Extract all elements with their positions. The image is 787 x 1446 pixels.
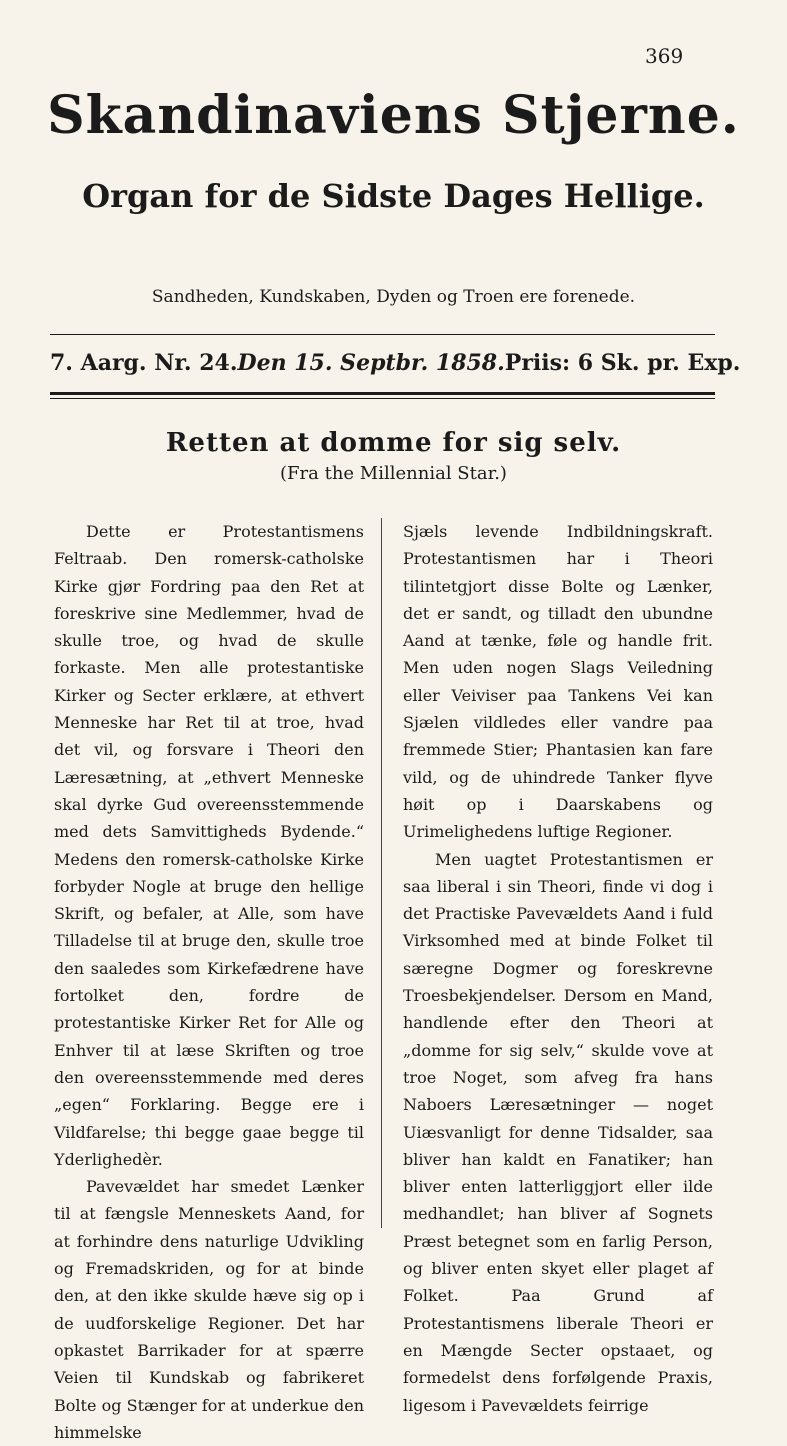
bottom-rule-thin bbox=[50, 398, 715, 399]
page-number: 369 bbox=[645, 44, 684, 68]
paragraph: Dette er Protestantismens Feltraab. Den romersk-catholske Kirke gjør Fordring paa den Ret at foreskrive sine Medlemmer, hvad de skulle troe, og hvad de skulle forkaste. Men alle protestantiske Kirker og Secter erklære, at ethvert Menneske har Ret til at troe, hvad det vil, og forsvare i Theori den Læresætning, at „ethvert Menneske skal dyrke Gud overeensstemmende med dets Samvittigheds Bydende.“ Medens den romersk-catholske Kirke forbyder Nogle at bruge den hellige Skrift, og befaler, at Alle, som have Tilladelse til at bruge den, skulle troe den saaledes som Kirkefædrene have fortolket den, fordre de protestantiske Kirker Ret for Alle og Enhver til at læse Skriften og troe den overeensstemmende med deres „egen“ Forklaring. Begge ere i Vildfarelse; thi begge gaae begge til Yderlighedèr. bbox=[54, 522, 364, 1169]
article-source: (Fra the Millennial Star.) bbox=[280, 463, 507, 484]
paragraph: Sjæls levende Indbildningskraft. Protestantismen har i Theori tilintetgjort disse Bolte og Lænker, det er sandt, og tilladt den ubundne Aand at tænke, føle og handle frit. Men uden nogen Slags Veiledning eller Veiviser paa Tankens Vei kan Sjælen vildledes eller vandre paa fremmede Stier; Phantasien kan fare vild, og de uhindrede Tanker flyve høit op i Daarskabens og Urimelighedens luftige Regioner. bbox=[403, 522, 713, 842]
paragraph: Men uagtet Protestantismen er saa liberal i sin Theori, finde vi dog i det Practiske Pavevældets Aand i fuld Virksomhed med at binde Folket til særegne Dogmer og foreskrevne Troesbekjendelser. Dersom en Mand, handlende efter den Theori at „domme for sig selv,“ skulde vove at troe Noget, som afveg fra hans Naboers Læresætninger — noget Uiæsvanligt for denne Tidsalder, saa bliver han kaldt en Fanatiker; han bliver enten latterliggjort eller ilde medhandlet; han bliver af Sognets Præst betegnet som en farlig Person, og bliver enten skyet eller plaget af Folket. Paa Grund af Protestantismens liberale Theori er en Mængde Secter opstaaet, og formedelst dens forfølgende Praxis, ligesom i Pavevældets feirrige bbox=[403, 849, 713, 1415]
column-divider bbox=[381, 518, 382, 1228]
masthead-title: Skandinaviens Stjerne. bbox=[47, 85, 740, 146]
issue-date: Den 15. Septbr. 1858. bbox=[237, 350, 505, 376]
bottom-rule-thick bbox=[50, 392, 715, 395]
right-column bbox=[403, 518, 713, 1419]
issue-price: Priis: 6 Sk. pr. Exp. bbox=[504, 350, 741, 376]
issue-bar bbox=[50, 350, 741, 384]
masthead-subtitle: Organ for de Sidste Dages Hellige. bbox=[82, 177, 705, 215]
paragraph: Pavevældet har smedet Lænker til at fængsle Menneskets Aand, for at forhindre dens naturlige Udvikling og Fremadskriden, og for at binde den, at den ikke skulde hæve sig op i de uudforskelige Regioner. Det har opkastet Barrikader for at spærre Veien til Kundskab og fabrikeret Bolte og Stænger for at underkue den himmelske bbox=[54, 1177, 364, 1442]
issue-volume: 7. Aarg. Nr. 24. bbox=[50, 350, 238, 376]
left-column bbox=[54, 518, 364, 1446]
top-rule bbox=[50, 334, 715, 335]
masthead-motto: Sandheden, Kundskaben, Dyden og Troen ere forenede. bbox=[151, 287, 636, 307]
article-title: Retten at domme for sig selv. bbox=[165, 428, 622, 458]
